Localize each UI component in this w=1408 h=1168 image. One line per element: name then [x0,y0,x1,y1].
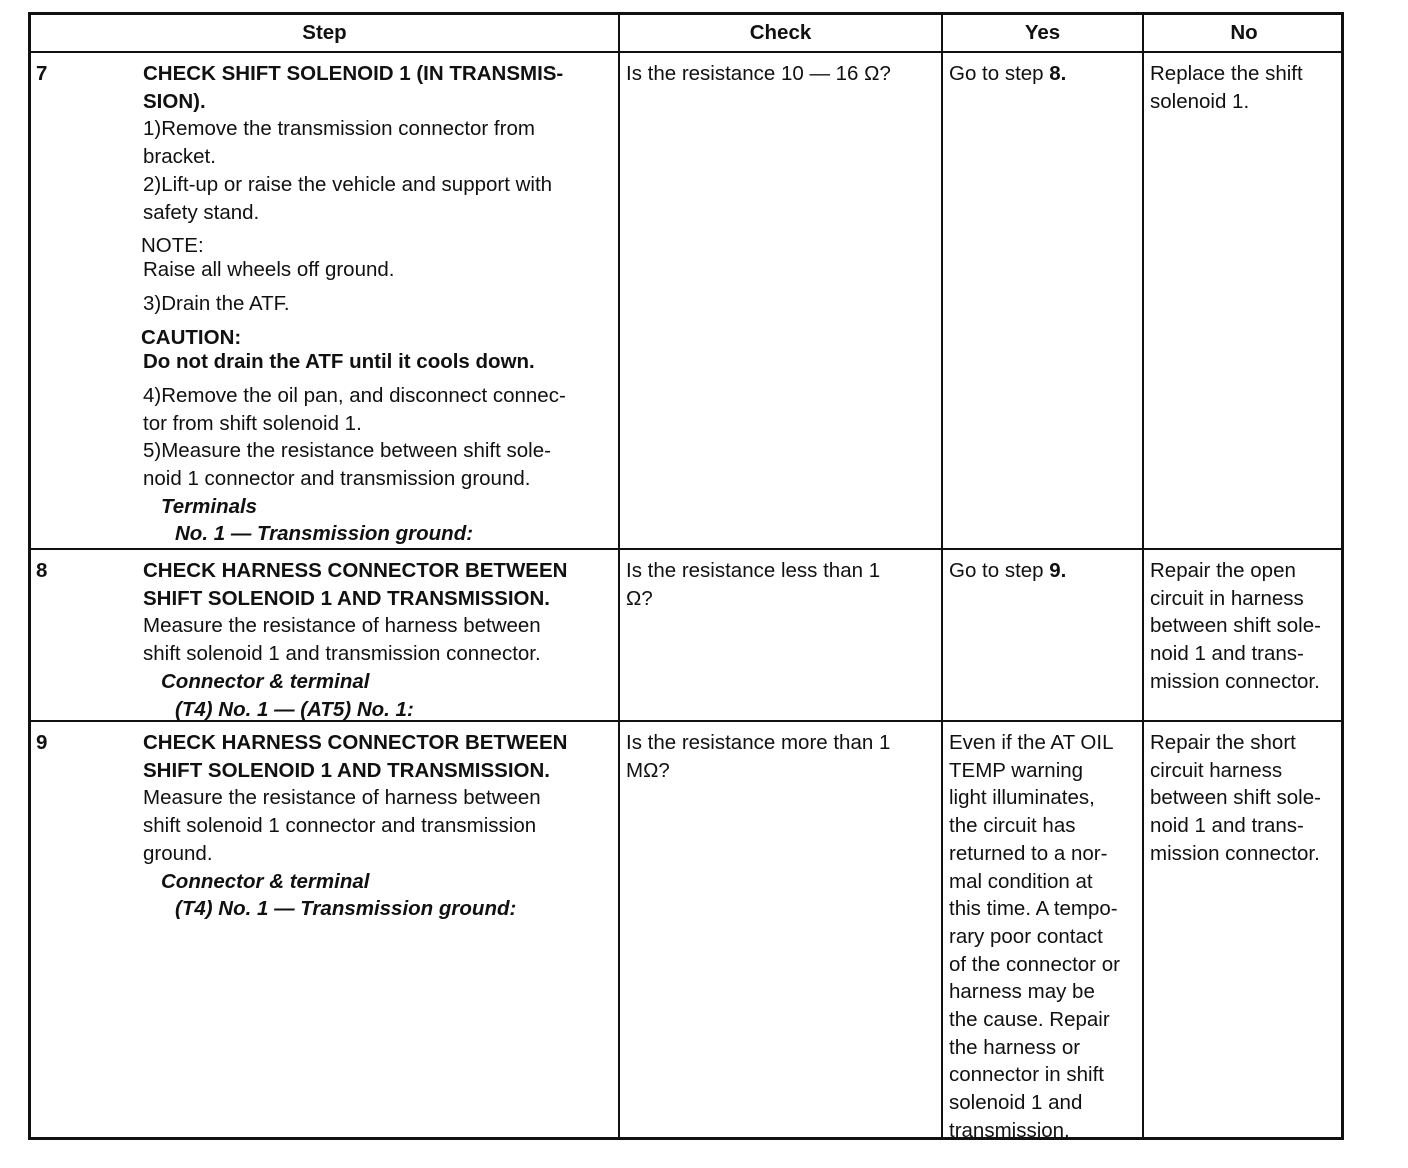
yes-text: solenoid 1 and [949,1091,1083,1115]
no-text: circuit harness [1150,758,1283,782]
yes-step-link: 9. [1049,559,1067,582]
yes-cell [943,51,1144,548]
no-text: mission connector. [1150,841,1320,865]
table-row [31,51,1341,550]
note-label: NOTE: [141,234,204,258]
step-instruction: tor from shift solenoid 1. [143,411,362,435]
caution-label: CAUTION: [141,325,242,349]
terminal-label: Connector & terminal [161,669,370,693]
header-check: Check [620,15,943,51]
no-text: solenoid 1. [1150,89,1250,113]
step-instruction: 3)Drain the ATF. [143,292,290,316]
no-text: noid 1 and trans- [1150,642,1304,666]
yes-step-link: 8. [1049,62,1067,85]
yes-text: harness may be [949,980,1095,1004]
no-text: Repair the short [1150,731,1296,754]
no-cell [1144,51,1344,548]
step-instruction: ground. [143,841,213,865]
yes-text: this time. A tempo- [949,897,1118,921]
yes-text: light illuminates, [949,786,1095,810]
step-number: 8 [36,559,48,582]
terminal-value: (T4) No. 1 — (AT5) No. 1: [175,697,414,721]
yes-text: the circuit has [949,814,1076,838]
yes-text: rary poor contact [949,924,1103,948]
step-body [143,729,617,923]
no-text: Replace the shift [1150,62,1303,85]
step-body [143,60,617,548]
step-cell [31,51,620,548]
step-title: CHECK HARNESS CONNECTOR BETWEEN [143,559,568,582]
terminal-label: Connector & terminal [161,869,370,893]
step-instruction: 1)Remove the transmission connector from [143,117,535,141]
step-instruction: 4)Remove the oil pan, and disconnect connec- [143,383,566,407]
step-title: SHIFT SOLENOID 1 AND TRANSMISSION. [143,586,550,610]
yes-text: Go to step [949,559,1050,582]
step-title: SION). [143,89,206,113]
step-number: 9 [36,731,48,754]
check-text: MΩ? [626,758,670,782]
header-yes: Yes [943,15,1144,51]
check-cell [620,51,943,548]
yes-cell [943,720,1144,1140]
no-cell [1144,720,1344,1140]
step-instruction: Measure the resistance of harness between [143,786,541,810]
no-text: circuit in harness [1150,586,1304,610]
no-text: noid 1 and trans- [1150,814,1304,838]
yes-text: the harness or [949,1035,1081,1059]
table-row [31,548,1341,722]
check-cell [620,720,943,1140]
check-cell [620,548,943,720]
step-instruction: shift solenoid 1 connector and transmission [143,814,537,838]
step-instruction: Measure the resistance of harness between [143,614,541,638]
step-instruction: safety stand. [143,200,260,224]
step-instruction: noid 1 connector and transmission ground. [143,467,531,491]
step-title: SHIFT SOLENOID 1 AND TRANSMISSION. [143,758,550,782]
step-cell [31,720,620,1140]
check-text: Is the resistance 10 — 16 Ω? [626,62,891,85]
no-text: between shift sole- [1150,786,1321,810]
yes-text: TEMP warning [949,758,1084,782]
step-title: CHECK SHIFT SOLENOID 1 (IN TRANSMIS- [143,62,564,85]
terminal-value: No. 1 — Transmission ground: [175,522,474,546]
yes-text: mal condition at [949,869,1093,893]
terminal-label: Terminals [161,494,258,518]
table-header [31,15,1341,53]
terminal-value: (T4) No. 1 — Transmission ground: [175,897,517,921]
no-text: Repair the open [1150,559,1296,582]
step-instruction: 2)Lift-up or raise the vehicle and support with [143,172,553,196]
header-no: No [1230,21,1258,44]
step-instruction: shift solenoid 1 and transmission connector. [143,642,541,666]
yes-text: returned to a nor- [949,841,1108,865]
yes-text: connector in shift [949,1063,1104,1087]
table-row [31,720,1341,1140]
check-text: Is the resistance less than 1 [626,559,881,582]
step-instruction: 5)Measure the resistance between shift sole- [143,439,551,463]
step-body [143,557,617,723]
yes-text: of the connector or [949,952,1120,976]
no-text: between shift sole- [1150,614,1321,638]
diagnostic-table [28,12,1344,1140]
no-cell [1144,548,1344,720]
check-text: Ω? [626,586,653,610]
header-step: Step [31,15,620,51]
yes-text: the cause. Repair [949,1008,1110,1032]
no-text: mission connector. [1150,669,1320,693]
check-text: Is the resistance more than 1 [626,731,891,754]
note-text: Raise all wheels off ground. [143,258,395,282]
step-number: 7 [36,62,48,85]
step-title: CHECK HARNESS CONNECTOR BETWEEN [143,731,568,754]
yes-cell [943,548,1144,720]
yes-text: Even if the AT OIL [949,731,1114,754]
yes-text: Go to step [949,62,1050,85]
yes-text: transmission. [949,1118,1070,1142]
step-cell [31,548,620,720]
caution-text: Do not drain the ATF until it cools down. [143,349,535,373]
step-instruction: bracket. [143,145,216,169]
